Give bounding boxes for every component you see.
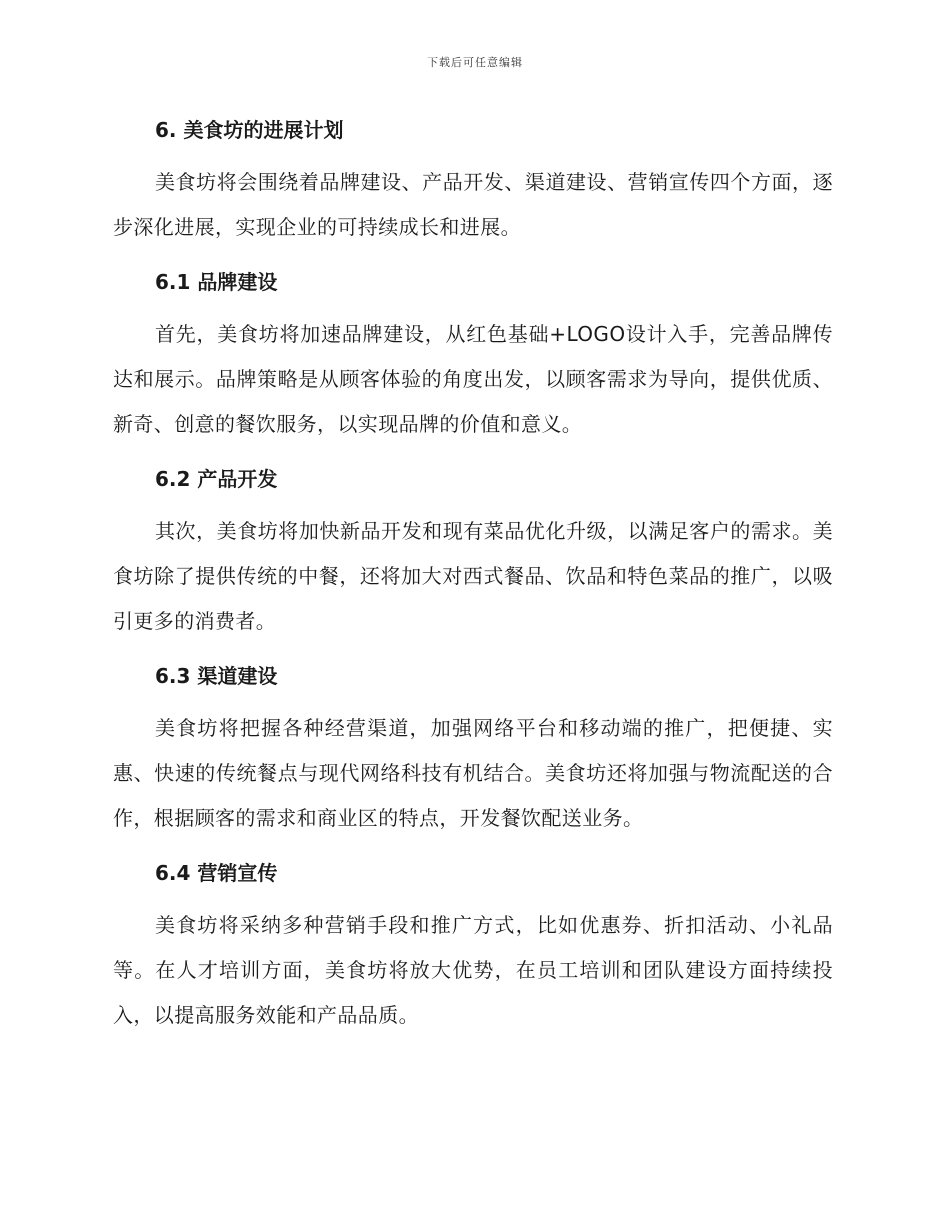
document-body — [113, 112, 833, 1038]
page-header: 下载后可任意编辑 — [427, 56, 523, 69]
section-product-development — [113, 461, 833, 644]
section-paragraph: 首先，美食坊将加速品牌建设，从红色基础+LOGO设计入手，完善品牌传达和展示。品牌策略是从顾客体验的角度出发，以顾客需求为导向，提供优质、新奇、创意的餐饮服务，以实现品牌的价值和意义。 — [113, 322, 833, 436]
section-development-plan — [113, 112, 833, 250]
section-channel-building — [113, 658, 833, 841]
section-heading: 6.3 渠道建设 — [155, 664, 278, 688]
section-heading: 6. 美食坊的进展计划 — [155, 118, 344, 142]
section-paragraph: 美食坊将会围绕着品牌建设、产品开发、渠道建设、营销宣传四个方面，逐步深化进展，实现企业的可持续成长和进展。 — [113, 170, 833, 239]
section-paragraph: 美食坊将采纳多种营销手段和推广方式，比如优惠券、折扣活动、小礼品等。在人才培训方面，美食坊将放大优势，在员工培训和团队建设方面持续投入，以提高服务效能和产品品质。 — [113, 913, 833, 1027]
section-paragraph: 美食坊将把握各种经营渠道，加强网络平台和移动端的推广，把便捷、实惠、快速的传统餐点与现代网络科技有机结合。美食坊还将加强与物流配送的合作，根据顾客的需求和商业区的特点，开发餐饮配送业务。 — [113, 716, 833, 830]
section-marketing — [113, 855, 833, 1038]
section-heading: 6.2 产品开发 — [155, 467, 278, 491]
section-brand-building — [113, 264, 833, 447]
section-paragraph: 其次，美食坊将加快新品开发和现有菜品优化升级，以满足客户的需求。美食坊除了提供传统的中餐，还将加大对西式餐品、饮品和特色菜品的推广，以吸引更多的消费者。 — [113, 519, 833, 633]
section-heading: 6.4 营销宣传 — [155, 861, 278, 885]
section-heading: 6.1 品牌建设 — [155, 270, 278, 294]
